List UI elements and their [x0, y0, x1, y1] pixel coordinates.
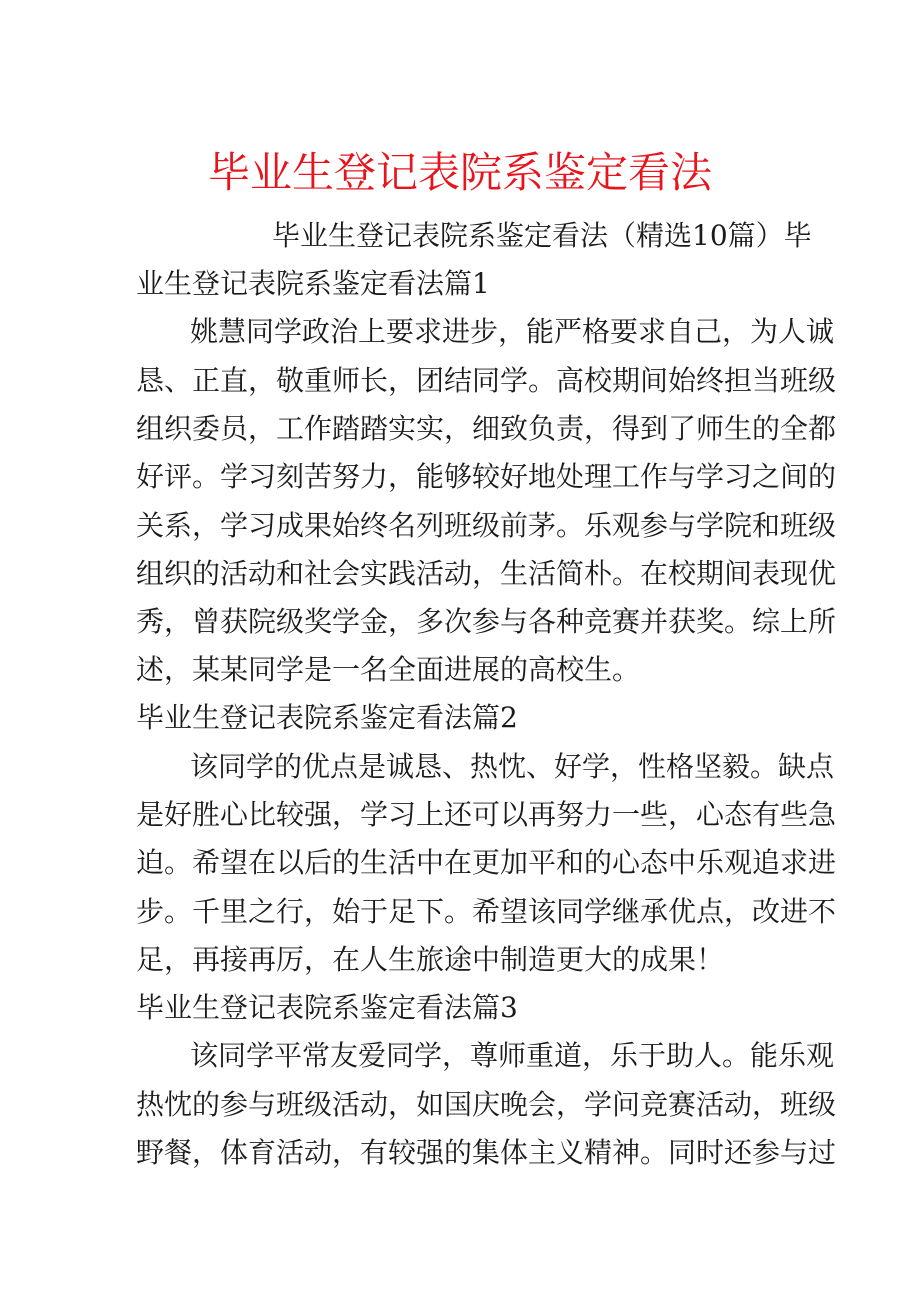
- paragraph-line: 姚慧同学政治上要求进步，能严格要求自己，为人诚: [190, 315, 835, 348]
- paragraph-line: 该同学平常友爱同学，尊师重道，乐于助人。能乐观: [190, 1039, 835, 1072]
- paragraph-line: 秀，曾获院级奖学金，多次参与各种竞赛并获奖。综上所: [136, 605, 837, 638]
- paragraph-line: 足，再接再厉，在人生旅途中制造更大的成果！: [136, 943, 725, 976]
- paragraph-line: 好评。学习刻苦努力，能够较好地处理工作与学习之间的: [136, 460, 837, 493]
- paragraph-line: 组织委员，工作踏踏实实，细致负责，得到了师生的全都: [136, 412, 837, 445]
- paragraph-line: 热忱的参与班级活动，如国庆晚会，学问竞赛活动，班级: [136, 1088, 837, 1121]
- paragraph-line: 是好胜心比较强，学习上还可以再努力一些，心态有些急: [136, 798, 837, 831]
- paragraph-line: 步。千里之行，始于足下。希望该同学继承优点，改进不: [136, 895, 837, 928]
- document-title: 毕业生登记表院系鉴定看法: [207, 148, 712, 197]
- paragraph-line: 该同学的优点是诚恳、热忱、好学，性格坚毅。缺点: [190, 750, 835, 783]
- section-heading-2: 毕业生登记表院系鉴定看法篇2: [136, 701, 518, 734]
- paragraph-line: 述，某某同学是一名全面进展的高校生。: [136, 653, 641, 686]
- paragraph-line: 组织的活动和社会实践活动，生活简朴。在校期间表现优: [136, 557, 837, 590]
- paragraph-line: 恳、正直，敬重师长，团结同学。高校期间始终担当班级: [136, 364, 837, 397]
- paragraph-line: 野餐，体育活动，有较强的集体主义精神。同时还参与过: [136, 1136, 837, 1169]
- section-heading-1: 业生登记表院系鉴定看法篇1: [136, 267, 490, 300]
- intro-line: 毕业生登记表院系鉴定看法（精选10篇）毕: [272, 219, 812, 252]
- paragraph-line: 迫。希望在以后的生活中在更加平和的心态中乐观追求进: [136, 846, 837, 879]
- paragraph-line: 关系，学习成果始终名列班级前茅。乐观参与学院和班级: [136, 509, 837, 542]
- section-heading-3: 毕业生登记表院系鉴定看法篇3: [136, 991, 518, 1024]
